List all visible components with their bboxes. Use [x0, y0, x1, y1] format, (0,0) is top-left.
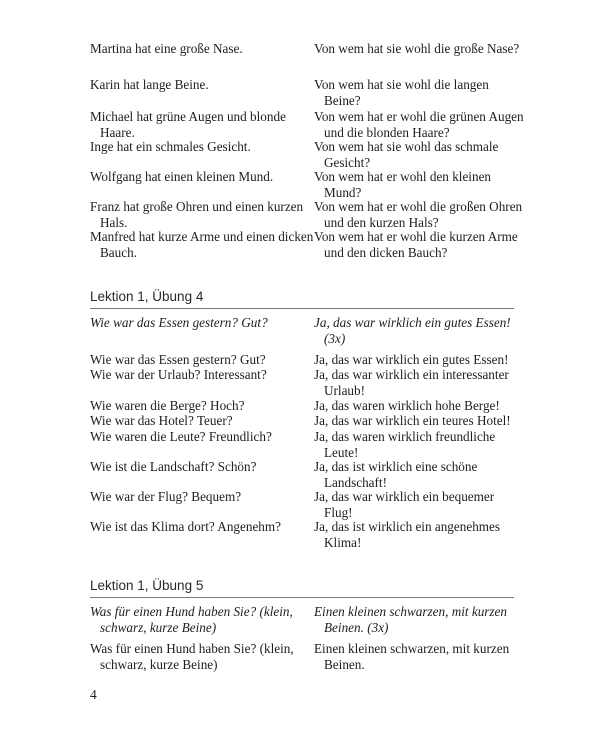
example-prompt: Wie war das Essen gestern? Gut? — [90, 315, 268, 330]
prompt-text: Wie war der Flug? Bequem? — [90, 489, 242, 504]
prompt-text: Martina hat eine große Nase. — [90, 41, 243, 56]
response-text: Ja, das war wirklich ein bequemer Flug! — [314, 489, 495, 520]
response-text: Von wem hat er wohl die kurzen Arme und den dicken Bauch? — [314, 229, 518, 260]
example-prompt: Was für einen Hund haben Sie? (klein, schwarz, kurze Beine) — [90, 604, 293, 635]
prompt-text: Wie ist die Landschaft? Schön? — [90, 459, 257, 474]
response-text: Von wem hat er wohl den kleinen Mund? — [314, 169, 492, 200]
response-text: Ja, das waren wirklich hohe Berge! — [314, 398, 500, 413]
prompt-text: Wie ist das Klima dort? Angenehm? — [90, 519, 282, 534]
prompt-text: Inge hat ein schmales Gesicht. — [90, 139, 251, 154]
response-text: Von wem hat sie wohl die große Nase? — [314, 41, 520, 56]
response-text: Ja, das war wirklich ein teures Hotel! — [314, 413, 511, 428]
response-text: Von wem hat er wohl die großen Ohren und den kurzen Hals? — [314, 199, 523, 230]
section-heading: Lektion 1, Übung 5 — [90, 577, 514, 598]
response-text: Ja, das ist wirklich ein angenehmes Klima! — [314, 519, 501, 550]
response-text: Von wem hat er wohl die grünen Augen und die blonden Haare? — [314, 109, 524, 140]
response-text: Ja, das war wirklich ein gutes Essen! — [314, 352, 509, 367]
prompt-text: Wie waren die Berge? Hoch? — [90, 398, 245, 413]
prompt-text: Franz hat große Ohren und einen kurzen Hals. — [90, 199, 304, 230]
response-text: Ja, das war wirklich ein interessanter Urlaub! — [314, 367, 509, 398]
prompt-text: Manfred hat kurze Arme und einen dicken Bauch. — [90, 229, 314, 260]
response-text: Von wem hat sie wohl das schmale Gesicht? — [314, 139, 499, 170]
prompt-text: Karin hat lange Beine. — [90, 77, 209, 92]
prompt-text: Wie war das Essen gestern? Gut? — [90, 352, 266, 367]
response-text: Ja, das ist wirklich eine schöne Landschaft! — [314, 459, 478, 490]
example-response: Einen kleinen schwarzen, mit kurzen Beinen. (3x) — [314, 604, 508, 635]
response-text: Von wem hat sie wohl die langen Beine? — [314, 77, 489, 108]
section-heading: Lektion 1, Übung 4 — [90, 288, 514, 309]
response-text: Ja, das waren wirklich freundliche Leute! — [314, 429, 496, 460]
example-response: Ja, das war wirklich ein gutes Essen! (3x) — [314, 315, 511, 346]
prompt-text: Wolfgang hat einen kleinen Mund. — [90, 169, 274, 184]
prompt-text: Was für einen Hund haben Sie? (klein, schwarz, kurze Beine) — [90, 641, 294, 672]
prompt-text: Michael hat grüne Augen und blonde Haare. — [90, 109, 286, 140]
prompt-text: Wie war der Urlaub? Interessant? — [90, 367, 267, 382]
response-text: Einen kleinen schwarzen, mit kurzen Beinen. — [314, 641, 510, 672]
prompt-text: Wie waren die Leute? Freundlich? — [90, 429, 272, 444]
page-number: 4 — [90, 687, 97, 702]
prompt-text: Wie war das Hotel? Teuer? — [90, 413, 233, 428]
